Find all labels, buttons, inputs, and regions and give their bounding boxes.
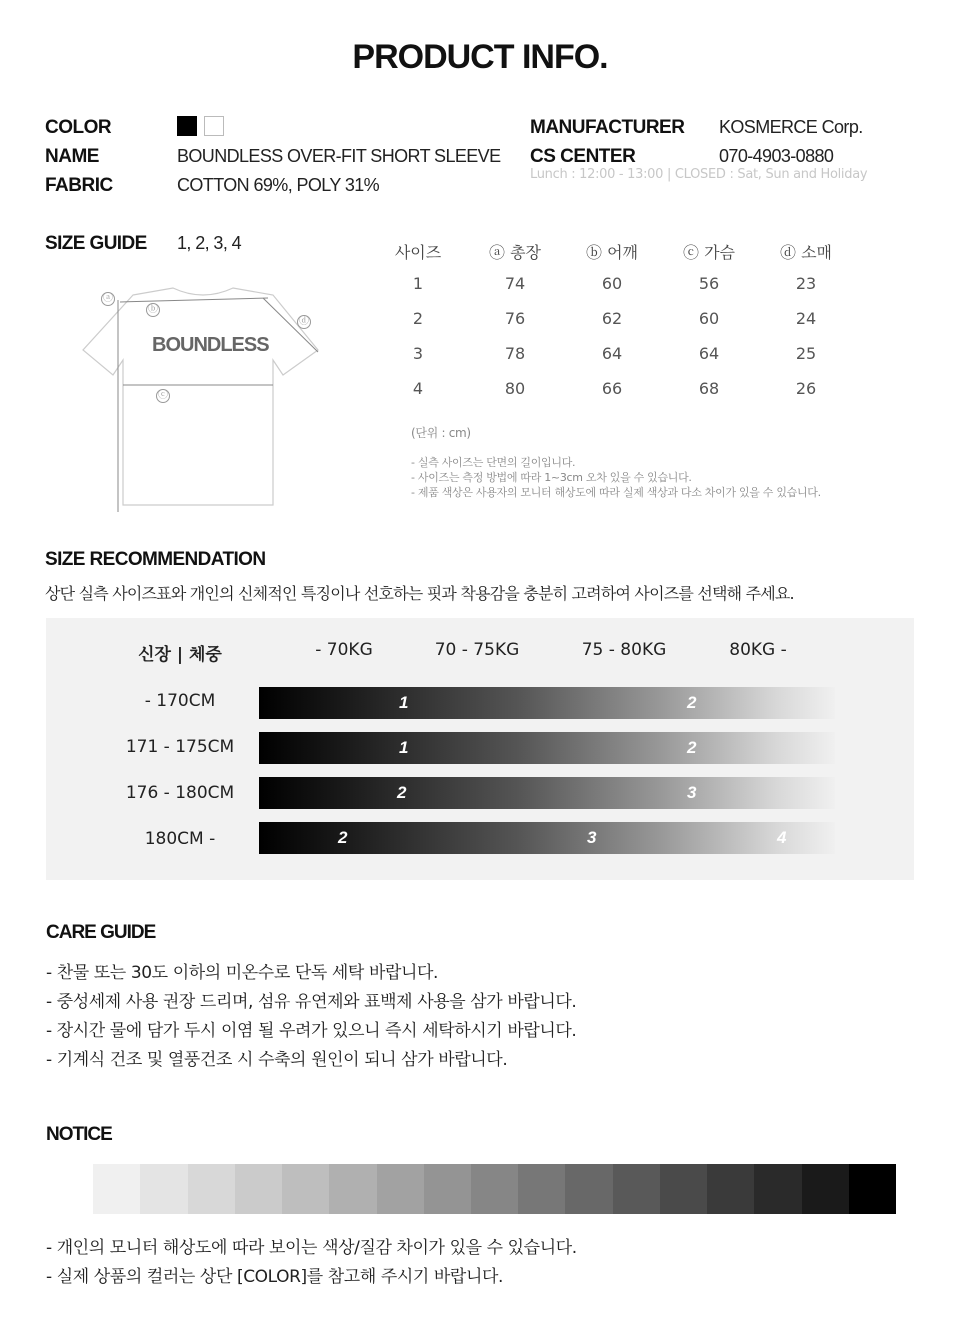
gray-swatch: [613, 1164, 660, 1214]
care-line: - 중성세제 사용 권장 드리며, 섬유 유연제와 표백제 사용을 삼가 바랍니다.: [46, 992, 577, 1012]
gray-swatch: [660, 1164, 707, 1214]
cell: 2: [412, 309, 424, 328]
gray-swatch: [518, 1164, 565, 1214]
bar-size-number: 4: [777, 828, 787, 847]
cell: 25: [795, 344, 817, 363]
notice-title: NOTICE: [46, 1124, 112, 1145]
bar-size-number: 2: [397, 783, 407, 802]
cell: 62: [601, 309, 623, 328]
table-row: [378, 274, 846, 309]
height-row-label: 180CM -: [144, 829, 216, 849]
header-length: ⓐ 총장: [489, 243, 541, 262]
manufacturer-value: KOSMERCE Corp.: [719, 117, 863, 137]
notice-line: - 실제 상품의 컬러는 상단 [COLOR]를 참고해 주시기 바랍니다.: [46, 1267, 504, 1287]
cell: 24: [795, 309, 817, 328]
size-bar: [259, 777, 835, 809]
cs-center-label: CS CENTER: [530, 146, 636, 167]
cell: 64: [601, 344, 623, 363]
cs-hours: Lunch : 12:00 - 13:00 | CLOSED : Sat, Sun and Holiday: [530, 167, 868, 182]
name-label: NAME: [45, 146, 99, 167]
gray-swatch: [802, 1164, 849, 1214]
grayscale-strip: [46, 1164, 896, 1214]
header-size: 사이즈: [394, 243, 442, 262]
marker-d: ⓓ: [299, 316, 309, 327]
size-note: - 사이즈는 측정 방법에 따라 1~3cm 오차 있을 수 있습니다.: [411, 471, 692, 484]
bar-size-number: 2: [687, 738, 697, 757]
gray-swatch: [140, 1164, 187, 1214]
bar-size-number: 3: [587, 828, 597, 847]
weight-col: 75 - 80KG: [581, 640, 667, 660]
gray-swatch: [754, 1164, 801, 1214]
cell: 60: [601, 274, 623, 293]
table-row: [378, 379, 846, 414]
gray-swatch: [849, 1164, 896, 1214]
gray-swatch: [471, 1164, 518, 1214]
color-swatch-black[interactable]: [177, 116, 197, 136]
marker-a: ⓐ: [103, 293, 113, 304]
size-note: - 제품 색상은 사용자의 모니터 해상도에 따라 실제 색상과 다소 차이가 있을 수 있습니다.: [411, 486, 821, 499]
cell: 66: [601, 379, 623, 398]
size-note: - 실측 사이즈는 단면의 길이입니다.: [411, 456, 576, 469]
height-row-label: 171 - 175CM: [125, 737, 235, 757]
care-guide-title: CARE GUIDE: [46, 922, 156, 943]
cell: 68: [698, 379, 720, 398]
size-table-header: [378, 240, 846, 274]
notice-line: - 개인의 모니터 해상도에 따라 보이는 색상/질감 차이가 있을 수 있습니다.: [46, 1238, 577, 1258]
header-sleeve: ⓓ 소매: [780, 243, 832, 262]
height-row-label: - 170CM: [144, 691, 216, 711]
bar-size-number: 1: [399, 693, 409, 712]
size-bar: [259, 822, 835, 854]
cell: 56: [698, 274, 720, 293]
bar-size-number: 2: [687, 693, 697, 712]
cell: 80: [504, 379, 526, 398]
care-line: - 기계식 건조 및 열풍건조 시 수축의 원인이 되니 삼가 바랍니다.: [46, 1050, 508, 1070]
cell: 74: [504, 274, 526, 293]
cell: 3: [412, 344, 424, 363]
gray-swatch: [188, 1164, 235, 1214]
gray-swatch: [377, 1164, 424, 1214]
weight-col: 80KG -: [729, 640, 787, 660]
cell: 4: [412, 379, 424, 398]
bar-size-number: 1: [399, 738, 409, 757]
size-bar: [259, 687, 835, 719]
cell: 76: [504, 309, 526, 328]
gray-swatch: [235, 1164, 282, 1214]
table-row: [378, 309, 846, 344]
tshirt-diagram-icon: [78, 280, 328, 520]
cell: 78: [504, 344, 526, 363]
recommendation-title: SIZE RECOMMENDATION: [45, 549, 266, 570]
size-bar: [259, 732, 835, 764]
gray-swatch: [46, 1164, 93, 1214]
cell: 1: [412, 274, 424, 293]
marker-c: ⓒ: [158, 390, 168, 401]
cell: 23: [795, 274, 817, 293]
gray-swatch: [93, 1164, 140, 1214]
fabric-value: COTTON 69%, POLY 31%: [177, 175, 380, 195]
page-title: PRODUCT INFO.: [352, 38, 608, 76]
weight-col: - 70KG: [315, 640, 373, 660]
gray-swatch: [329, 1164, 376, 1214]
header-chest: ⓒ 가슴: [683, 243, 735, 262]
fabric-label: FABRIC: [45, 175, 113, 196]
name-value: BOUNDLESS OVER-FIT SHORT SLEEVE: [177, 146, 501, 166]
gray-swatch: [707, 1164, 754, 1214]
header-shoulder: ⓑ 어깨: [586, 243, 638, 262]
bar-size-number: 3: [687, 783, 697, 802]
care-line: - 찬물 또는 30도 이하의 미온수로 단독 세탁 바랍니다.: [46, 963, 439, 983]
height-row-label: 176 - 180CM: [125, 783, 235, 803]
weight-col: 70 - 75KG: [434, 640, 520, 660]
recommendation-desc: 상단 실측 사이즈표와 개인의 신체적인 특징이나 선호하는 핏과 착용감을 충분히 고려하여 사이즈를 선택해 주세요.: [45, 584, 794, 603]
gray-swatch: [565, 1164, 612, 1214]
unit-note: (단위 : cm): [411, 426, 471, 440]
cell: 60: [698, 309, 720, 328]
cell: 26: [795, 379, 817, 398]
marker-b: ⓑ: [148, 304, 158, 315]
care-line: - 장시간 물에 담가 두시 이염 될 우려가 있으니 즉시 세탁하시기 바랍니다.: [46, 1021, 577, 1041]
gray-swatch: [282, 1164, 329, 1214]
height-weight-header: 신장 | 체중: [138, 645, 222, 665]
color-swatch-white[interactable]: [204, 116, 224, 136]
table-row: [378, 344, 846, 379]
manufacturer-label: MANUFACTURER: [530, 117, 685, 138]
shirt-print-logo: BOUNDLESS: [152, 334, 269, 356]
gray-swatch: [424, 1164, 471, 1214]
cell: 64: [698, 344, 720, 363]
size-table: [378, 240, 846, 414]
size-guide-label: SIZE GUIDE: [45, 233, 147, 254]
color-label: COLOR: [45, 117, 112, 138]
cs-center-phone: 070-4903-0880: [719, 146, 834, 166]
size-guide-sizes: 1, 2, 3, 4: [177, 233, 242, 253]
bar-size-number: 2: [338, 828, 348, 847]
